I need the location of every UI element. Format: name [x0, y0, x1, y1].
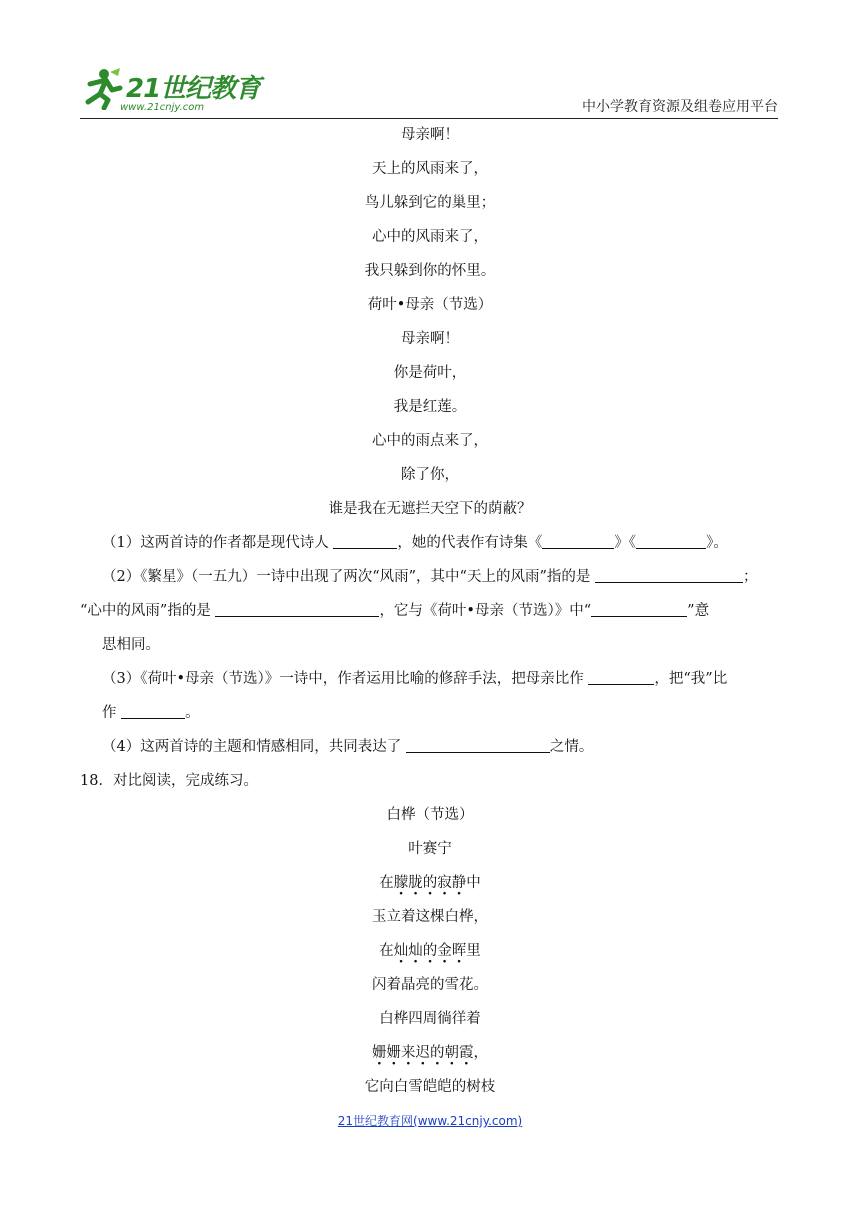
- poem2-line: 谁是我在无遮拦天空下的荫蔽？: [328, 501, 532, 517]
- emphasis-char: 姗: [386, 1045, 401, 1061]
- poem1-line: 天上的风雨来了，: [372, 161, 488, 177]
- answer-blank[interactable]: [595, 568, 743, 583]
- question-2-cont: “心中的风雨”指的是 ，它与《荷叶•母亲（节选）》中“ ”意: [80, 603, 710, 619]
- poem2-line: 母亲啊！: [401, 331, 459, 347]
- question-18: 18．对比阅读，完成练习。: [80, 773, 258, 789]
- emphasis-char: 的: [422, 875, 438, 891]
- poem3-line: 闪着晶亮的雪花。: [372, 977, 488, 993]
- emphasis-char: 姗: [372, 1045, 387, 1061]
- poem1-line: 鸟儿躲到它的巢里；: [364, 195, 496, 211]
- emphasis-char: 的: [422, 943, 438, 959]
- logo: [80, 66, 270, 116]
- emphasis-char: 金: [437, 943, 452, 959]
- question-3: （3）《荷叶•母亲（节选）》一诗中，作者运用比喻的修辞手法，把母亲比作 ，把“我”比: [102, 671, 728, 687]
- emphasis-char: 晖: [451, 943, 467, 959]
- answer-blank[interactable]: [588, 670, 654, 685]
- emphasis-char: 朝: [444, 1045, 459, 1061]
- emphasis-char: 胧: [408, 875, 423, 891]
- emphasis-char: 来: [401, 1045, 416, 1061]
- poem1-line: 心中的风雨来了，: [372, 229, 488, 245]
- answer-blank[interactable]: [591, 602, 687, 617]
- logo-url: www.21cnjy.com: [120, 102, 205, 113]
- emphasis-dotted: [372, 1045, 474, 1061]
- poem3-line: 姗姗来迟的朝霞，: [372, 1045, 488, 1061]
- emphasis-char: 朦: [393, 875, 409, 891]
- poem3-author: 叶赛宁: [408, 841, 452, 857]
- emphasis-dotted: [394, 875, 467, 891]
- question-2: （2）《繁星》（一五九）一诗中出现了两次“风雨”，其中“天上的风雨”指的是 ；: [102, 569, 758, 585]
- question-2-end: 思相同。: [102, 637, 160, 653]
- emphasis-char: 寂: [437, 875, 452, 891]
- platform-name: 中小学教育资源及组卷应用平台: [582, 99, 778, 115]
- poem3-line: 白桦四周徜徉着: [379, 1011, 481, 1027]
- answer-blank[interactable]: [121, 704, 185, 719]
- question-4: （4）这两首诗的主题和情感相同，共同表达了 之情。: [102, 739, 594, 755]
- poem2-line: 心中的雨点来了，: [372, 433, 488, 449]
- poem2-line: 除了你，: [401, 467, 459, 483]
- poem1-line: 母亲啊！: [401, 127, 459, 143]
- answer-blank[interactable]: [542, 534, 614, 549]
- poem1-line: 我只躲到你的怀里。: [364, 263, 496, 279]
- poem2-title: 荷叶•母亲（节选）: [367, 297, 493, 313]
- emphasis-char: 静: [451, 875, 467, 891]
- footer-link[interactable]: 21世纪教育网(www.21cnjy.com): [337, 1114, 523, 1128]
- poem3-line: 在灿灿的金晖里: [379, 943, 481, 959]
- poem3-title: 白桦（节选）: [386, 807, 474, 823]
- answer-blank[interactable]: [636, 534, 706, 549]
- poem2-line: 你是荷叶，: [393, 365, 467, 381]
- emphasis-char: 灿: [408, 943, 423, 959]
- logo-text: 21世纪教育: [126, 74, 261, 104]
- question-3-cont: 作 。: [102, 705, 200, 721]
- question-1: （1）这两首诗的作者都是现代诗人 ，她的代表作有诗集《 》《 》。: [102, 535, 728, 551]
- runner-logo-icon: [80, 66, 124, 110]
- poem3-line: 在朦胧的寂静中: [379, 875, 481, 891]
- emphasis-char: 迟: [415, 1045, 430, 1061]
- emphasis-char: 灿: [393, 943, 409, 959]
- answer-blank[interactable]: [333, 534, 397, 549]
- emphasis-char: 的: [430, 1045, 445, 1061]
- poem3-line: 它向白雪皑皑的树枝: [364, 1079, 496, 1095]
- poem2-line: 我是红莲。: [393, 399, 467, 415]
- page-header: [80, 62, 778, 119]
- emphasis-char: 霞: [459, 1045, 474, 1061]
- answer-blank[interactable]: [215, 602, 379, 617]
- answer-blank[interactable]: [406, 738, 550, 753]
- emphasis-dotted: [394, 943, 467, 959]
- poem3-line: 玉立着这棵白桦，: [372, 909, 488, 925]
